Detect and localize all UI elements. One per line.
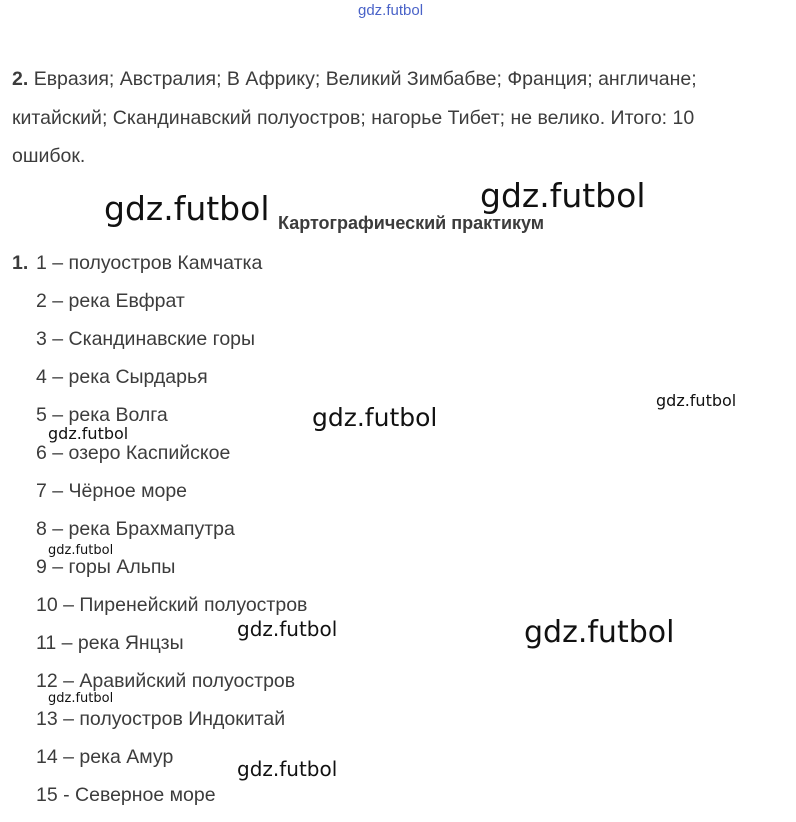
list-item: 14 – река Амур (36, 746, 174, 768)
list-item: 11 – река Янцзы (36, 632, 184, 654)
list-item: 2 – река Евфрат (36, 290, 185, 312)
task-2-paragraph (12, 60, 792, 176)
watermark-right-med-2: gdz.futbol (524, 615, 675, 650)
watermark-right-big: gdz.futbol (480, 176, 646, 215)
section-heading: Картографический практикум (278, 213, 545, 233)
list-item: 10 – Пиренейский полуостров (36, 594, 308, 616)
task-2-line-3: ошибок. (12, 145, 86, 167)
watermark-left-small-1: gdz.futbol (48, 424, 129, 443)
list-item: 5 – река Волга (36, 404, 168, 426)
list-item: 9 – горы Альпы (36, 556, 176, 578)
watermark-bottom-med: gdz.futbol (237, 757, 338, 781)
task-2-line-1 (12, 60, 792, 99)
list-item: 3 – Скандинавские горы (36, 328, 256, 350)
task-2-number: 2. (12, 68, 29, 90)
watermark-left-tiny-2: gdz.futbol (48, 543, 114, 558)
list-item: 7 – Чёрное море (36, 480, 188, 502)
watermark-left-tiny-3: gdz.futbol (48, 691, 114, 706)
watermark-mid-med-2: gdz.futbol (237, 617, 338, 641)
list-item: 12 – Аравийский полуостров (36, 670, 296, 692)
watermark-left-big: gdz.futbol (104, 189, 270, 228)
list-item: 15 - Северное море (36, 784, 216, 806)
list-item: 4 – река Сырдарья (36, 366, 208, 388)
list-item: 8 – река Брахмапутра (36, 518, 235, 540)
list-item: 6 – озеро Каспийское (36, 442, 231, 464)
task-2-text-1: Евразия; Австралия; В Африку; Великий Зимбабве; Франция; англичане; (33, 68, 697, 90)
watermark-top: gdz.futbol (358, 2, 424, 19)
task-1-number: 1. (12, 252, 29, 274)
watermark-right-small: gdz.futbol (656, 391, 737, 410)
map-items-list (36, 252, 307, 822)
list-item: 1 – полуостров Камчатка (36, 252, 263, 274)
list-item: 13 – полуостров Индокитай (36, 708, 286, 730)
watermark-center-med: gdz.futbol (312, 403, 438, 432)
task-2-line-2: китайский; Скандинавский полуостров; нагорье Тибет; не велико. Итого: 10 (12, 106, 695, 129)
